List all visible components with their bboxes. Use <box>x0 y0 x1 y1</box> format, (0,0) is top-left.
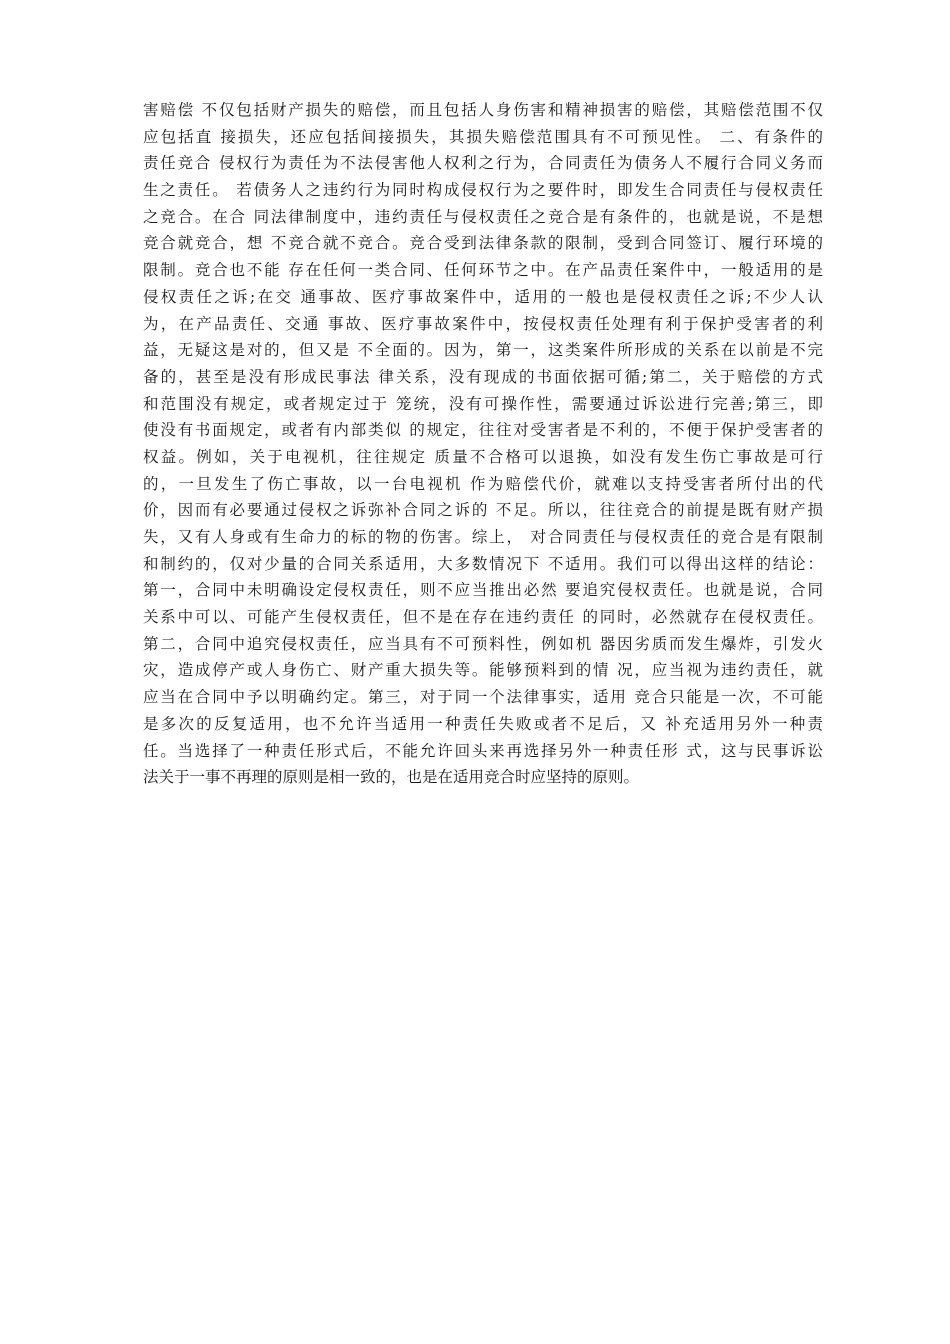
text-line: 害赔偿 不仅包括财产损失的赔偿，而且包括人身伤害和精神损害的赔偿，其赔偿范围不仅 <box>143 101 823 119</box>
text-line: 灾，造成停产或人身伤亡、财产重大损失等。能够预料到的情 况，应当视为违约责任，就 <box>143 661 823 680</box>
text-line: 应包括直 接损失，还应包括间接损失，其损失赔偿范围具有不可预见性。 二、有条件的 <box>143 127 823 146</box>
text-line: 第二，合同中追究侵权责任，应当具有不可预料性，例如机 器因劣质而发生爆炸，引发火 <box>143 634 823 653</box>
text-line: 失，又有人身或有生命力的标的物的伤害。综上， 对合同责任与侵权责任的竞合是有限制 <box>143 528 823 546</box>
text-line: 价，因而有必要通过侵权之诉弥补合同之诉的 不足。所以，往往竞合的前提是既有财产损 <box>143 501 823 520</box>
text-line: 使没有书面规定，或者有内部类似 的规定，往往对受害者是不利的，不便于保护受害者的 <box>143 421 823 440</box>
text-line: 限制。竞合也不能 存在任何一类合同、任何环节之中。在产品责任案件中，一般适用的是 <box>143 261 823 280</box>
text-line: 侵权责任之诉;在交 通事故、医疗事故案件中，适用的一般也是侵权责任之诉;不少人认 <box>143 287 823 306</box>
text-line: 法关于一事不再理的原则是相一致的，也是在适用竞合时应坚持的原则。 <box>143 768 640 787</box>
text-line: 应当在合同中予以明确约定。第三，对于同一个法律事实，适用 竞合只能是一次，不可能 <box>143 688 823 707</box>
text-line: 之竞合。在合 同法律制度中，违约责任与侵权责任之竞合是有条件的，也就是说，不是想 <box>143 207 823 226</box>
text-line: 生之责任。 若债务人之违约行为同时构成侵权行为之要件时，即发生合同责任与侵权责任 <box>143 181 823 200</box>
text-line: 是多次的反复适用，也不允许当适用一种责任失败或者不足后，又 补充适用另外一种责 <box>143 714 823 733</box>
text-line: 权益。例如，关于电视机，往往规定 质量不合格可以退换，如没有发生伤亡事故是可行 <box>143 447 823 466</box>
body-text <box>143 97 823 791</box>
text-line: 竞合就竞合，想 不竞合就不竞合。竞合受到法律条款的限制，受到合同签订、履行环境的 <box>143 234 823 253</box>
text-line: 关系中可以、可能产生侵权责任，但不是在存在违约责任 的同时，必然就存在侵权责任。 <box>143 608 823 627</box>
text-line: 和制约的，仅对少量的合同关系适用，大多数情况下 不适用。我们可以得出这样的结论： <box>143 554 823 573</box>
text-line: 的，一旦发生了伤亡事故，以一台电视机 作为赔偿代价，就难以支持受害者所付出的代 <box>143 474 823 493</box>
text-line: 第一，合同中未明确设定侵权责任，则不应当推出必然 要追究侵权责任。也就是说，合同 <box>143 581 823 600</box>
text-line: 和范围没有规定，或者规定过于 笼统，没有可操作性，需要通过诉讼进行完善;第三，即 <box>143 394 823 413</box>
text-line: 为，在产品责任、交通 事故、医疗事故案件中，按侵权责任处理有利于保护受害者的利 <box>143 314 823 333</box>
text-line: 备的，甚至是没有形成民事法 律关系，没有现成的书面依据可循;第二，关于赔偿的方式 <box>143 367 823 386</box>
text-line: 任。当选择了一种责任形式后，不能允许回头来再选择另外一种责任形 式，这与民事诉讼 <box>143 741 823 760</box>
text-line: 责任竞合 侵权行为责任为不法侵害他人权利之行为，合同责任为债务人不履行合同义务而 <box>143 154 823 173</box>
text-line: 益，无疑这是对的，但又是 不全面的。因为，第一，这类案件所形成的关系在以前是不完 <box>143 341 823 360</box>
